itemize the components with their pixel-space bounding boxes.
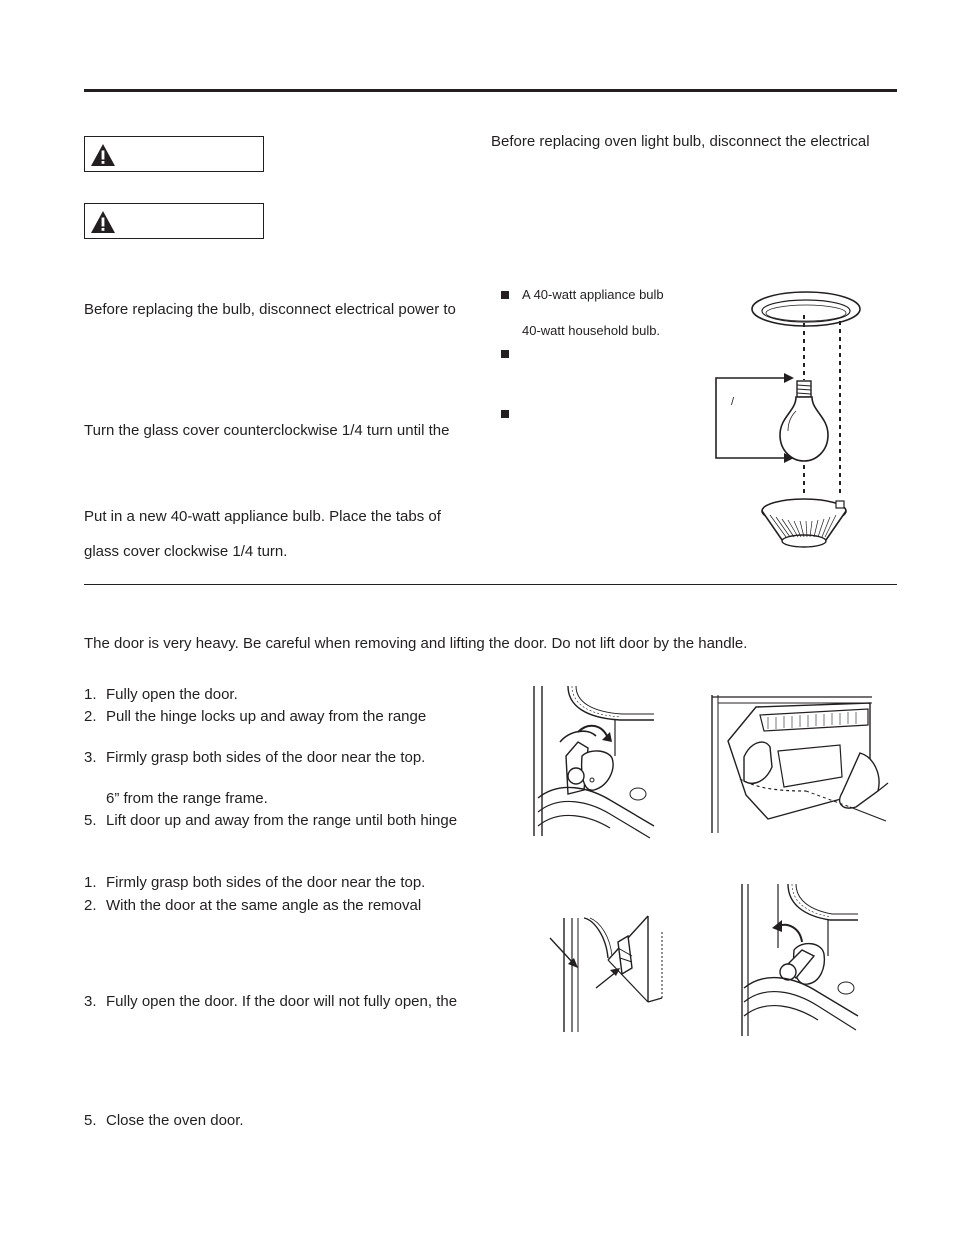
replace-step (84, 1112, 244, 1130)
bullet-icon (501, 410, 509, 418)
step-number: 3. (84, 993, 97, 1010)
bullet-icon (501, 291, 509, 299)
replace-step (84, 874, 425, 892)
warning-box (84, 203, 264, 239)
removal-step (84, 790, 268, 808)
step-number: 5. (84, 812, 97, 829)
removal-step (84, 686, 238, 704)
step-text: Lift door up and away from the range until both hinge (106, 812, 458, 829)
removal-step (84, 708, 426, 726)
door-lift-illustration (710, 695, 890, 835)
section-divider (84, 584, 897, 585)
step-text: 6” from the range frame. (106, 790, 268, 807)
step-text: Firmly grasp both sides of the door near the top. (106, 874, 426, 891)
hinge-slot-illustration (548, 912, 668, 1034)
bulb-instruction-cover: Turn the glass cover counterclockwise 1/4 turn until the (84, 422, 450, 439)
hinge-lock-illustration (530, 686, 655, 839)
bulb-spec-line2: 40-watt household bulb. (522, 323, 661, 338)
step-text: Fully open the door. (106, 686, 238, 703)
step-number: 3. (84, 749, 97, 766)
removal-step (84, 812, 457, 830)
warning-triangle-icon (90, 210, 116, 234)
step-text: Fully open the door. If the door will not fully open, the (106, 993, 458, 1010)
step-number: 1. (84, 874, 97, 891)
step-number: 2. (84, 708, 97, 725)
hinge-lock-down-illustration (738, 884, 860, 1037)
removal-step (84, 749, 425, 767)
step-text: Pull the hinge locks up and away from the range (106, 708, 427, 725)
bulb-spec-line1: A 40-watt appliance bulb (522, 287, 664, 302)
bulb-instruction-new-bulb: Put in a new 40-watt appliance bulb. Place the tabs of (84, 508, 441, 525)
step-text: Firmly grasp both sides of the door near the top. (106, 749, 426, 766)
door-caution: The door is very heavy. Be careful when removing and lifting the door. Do not lift door by the handle. (84, 635, 748, 652)
header-rule (84, 89, 897, 92)
warning-triangle-icon (90, 143, 116, 167)
bullet-icon (501, 350, 509, 358)
oven-light-diagram (700, 285, 890, 560)
warning-box (84, 136, 264, 172)
step-number: 1. (84, 686, 97, 703)
bulb-instruction-disconnect: Before replacing the bulb, disconnect electrical power to (84, 301, 456, 318)
step-text: Close the oven door. (106, 1112, 244, 1129)
replace-step (84, 897, 421, 915)
oven-light-intro: Before replacing oven light bulb, disconnect the electrical (491, 133, 870, 150)
replace-step (84, 993, 457, 1011)
step-text: With the door at the same angle as the removal (106, 897, 422, 914)
step-number: 5. (84, 1112, 97, 1129)
bulb-instruction-new-bulb-cont: glass cover clockwise 1/4 turn. (84, 543, 288, 560)
step-number: 2. (84, 897, 97, 914)
diagram-mark: / (731, 396, 735, 408)
